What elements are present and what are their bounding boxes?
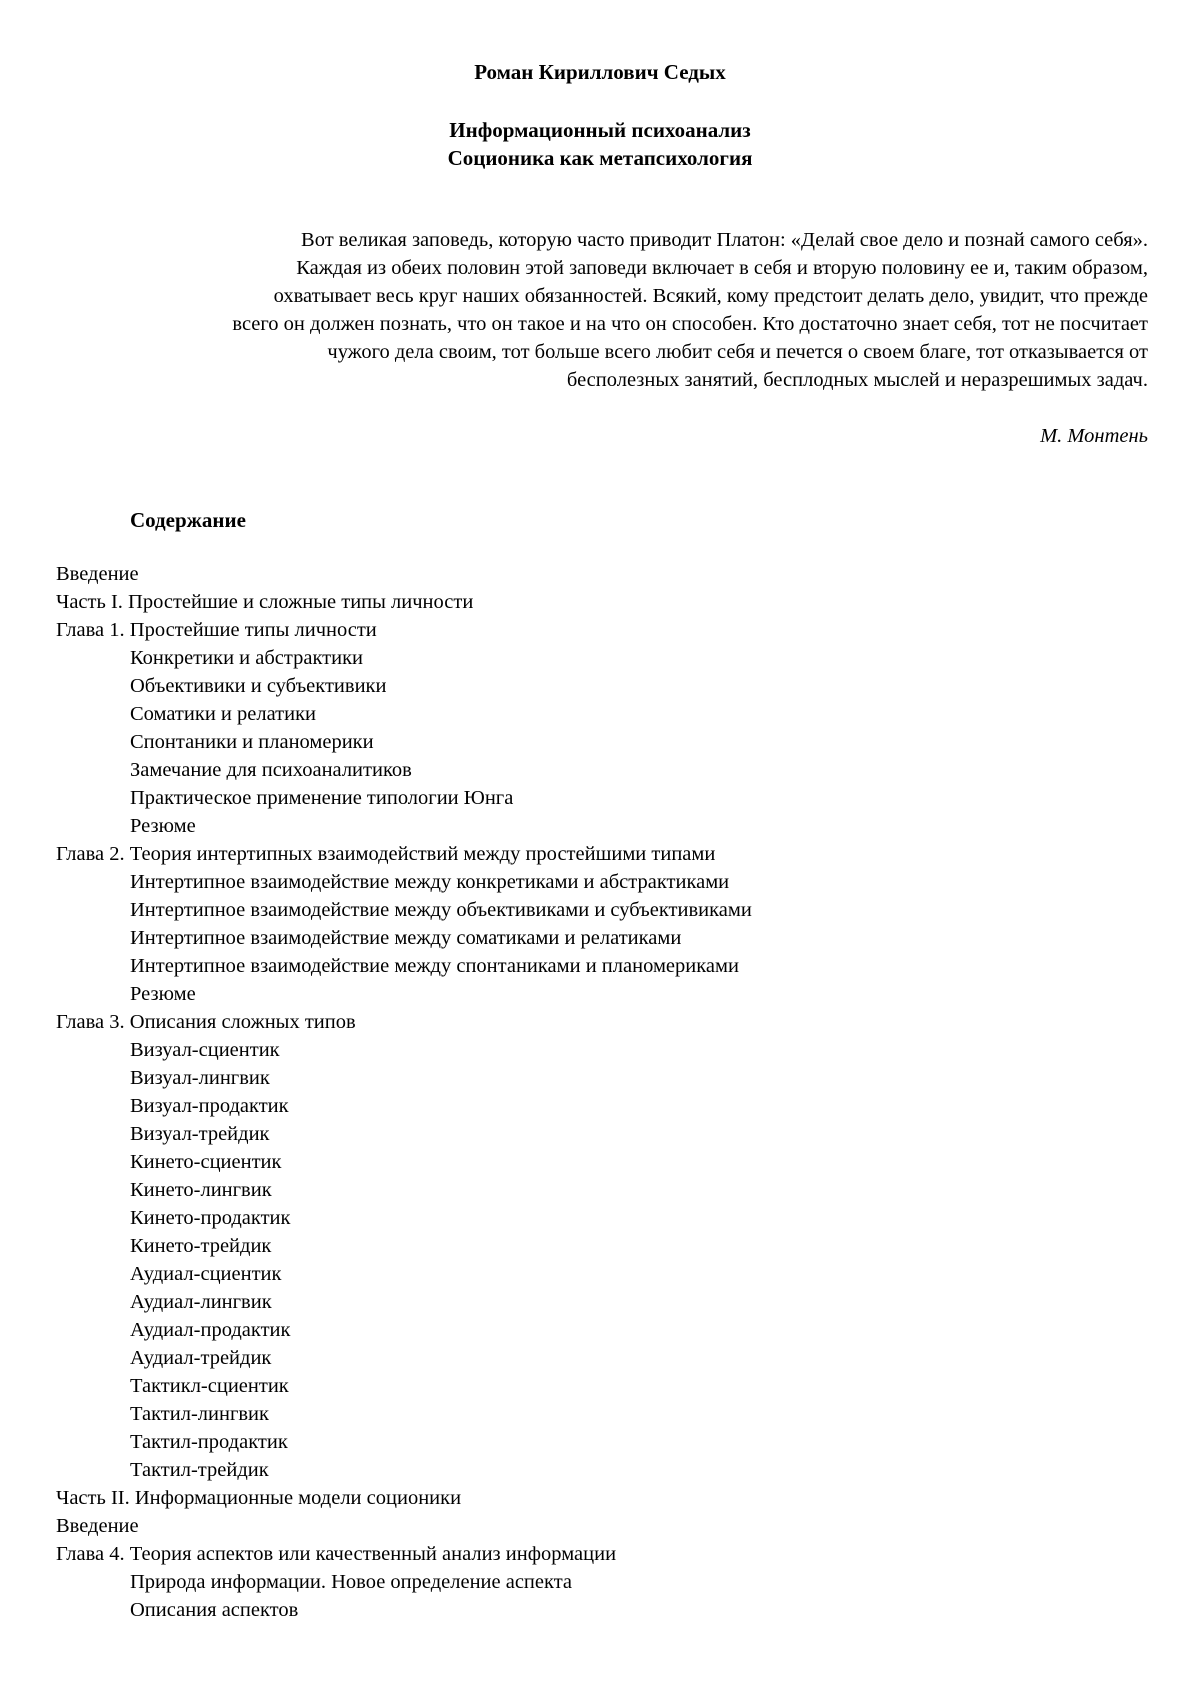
epigraph-line: охватывает весь круг наших обязанностей. Всякий, кому предстоит делать дело, увидит, что прежде (273, 285, 1148, 307)
subtitle-line: Соционика как метапсихология (447, 146, 753, 170)
toc-entry: Визуал-лингвик (130, 1067, 270, 1089)
toc-entry: Глава 4. Теория аспектов или качественный анализ информации (56, 1543, 617, 1565)
toc-entry: Визуал-продактик (130, 1095, 289, 1117)
document-title (0, 116, 1200, 172)
epigraph-line: Каждая из обеих половин этой заповеди включает в себя и вторую половину ее и, таким образом, (296, 257, 1148, 279)
toc-entry: Конкретики и абстрактики (130, 647, 363, 669)
epigraph-line: бесполезных занятий, бесплодных мыслей и неразрешимых задач. (566, 369, 1148, 391)
toc-entry: Аудиал-сциентик (130, 1263, 282, 1285)
toc-heading: Содержание (130, 508, 246, 532)
epigraph-line: чужого дела своим, тот больше всего любит себя и печется о своем благе, тот отказывается от (327, 341, 1148, 363)
toc-entry: Объективики и субъективики (130, 675, 387, 697)
toc-entry: Интертипное взаимодействие между спонтаниками и планомериками (130, 955, 739, 977)
toc-entry: Природа информации. Новое определение аспекта (130, 1571, 573, 1593)
toc-entry: Резюме (130, 815, 196, 837)
toc-entry: Часть II. Информационные модели соционики (56, 1487, 462, 1509)
toc-entry: Интертипное взаимодействие между конкретиками и абстрактиками (130, 871, 730, 893)
toc-entry: Замечание для психоаналитиков (130, 759, 412, 781)
toc-entry: Аудиал-трейдик (130, 1347, 272, 1369)
toc-entry: Кинето-продактик (130, 1207, 291, 1229)
author-name: Роман Кириллович Седых (474, 60, 726, 84)
toc-entry: Тактил-продактик (130, 1431, 288, 1453)
toc-entry: Тактикл-сциентик (130, 1375, 289, 1397)
table-of-contents (56, 560, 1156, 1624)
toc-entry: Соматики и релатики (130, 703, 317, 725)
toc-entry: Кинето-лингвик (130, 1179, 272, 1201)
toc-entry: Описания аспектов (130, 1599, 299, 1621)
toc-entry: Интертипное взаимодействие между соматиками и релатиками (130, 927, 682, 949)
toc-entry: Аудиал-лингвик (130, 1291, 272, 1313)
epigraph (56, 226, 1148, 394)
toc-entry: Введение (56, 1515, 139, 1537)
toc-entry: Часть I. Простейшие и сложные типы личности (56, 591, 474, 613)
toc-entry: Визуал-сциентик (130, 1039, 280, 1061)
toc-entry: Глава 1. Простейшие типы личности (56, 619, 377, 641)
toc-entry: Глава 3. Описания сложных типов (56, 1011, 356, 1033)
epigraph-line: всего он должен познать, что он такое и на что он способен. Кто достаточно знает себя, тот не посчитает (232, 313, 1148, 335)
toc-entry: Глава 2. Теория интертипных взаимодействий между простейшими типами (56, 843, 716, 865)
toc-entry: Практическое применение типологии Юнга (130, 787, 514, 809)
toc-entry: Аудиал-продактик (130, 1319, 291, 1341)
toc-entry: Тактил-трейдик (130, 1459, 269, 1481)
toc-entry: Введение (56, 563, 139, 585)
toc-entry: Спонтаники и планомерики (130, 731, 374, 753)
toc-entry: Кинето-трейдик (130, 1235, 272, 1257)
epigraph-author: М. Монтень (1040, 425, 1148, 447)
toc-entry: Визуал-трейдик (130, 1123, 270, 1145)
title-line: Информационный психоанализ (449, 118, 751, 142)
toc-entry: Резюме (130, 983, 196, 1005)
toc-entry: Интертипное взаимодействие между объективиками и субъективиками (130, 899, 752, 921)
toc-entry: Кинето-сциентик (130, 1151, 282, 1173)
epigraph-line: Вот великая заповедь, которую часто приводит Платон: «Делай свое дело и познай самого себя». (301, 229, 1148, 251)
toc-entry: Тактил-лингвик (130, 1403, 269, 1425)
